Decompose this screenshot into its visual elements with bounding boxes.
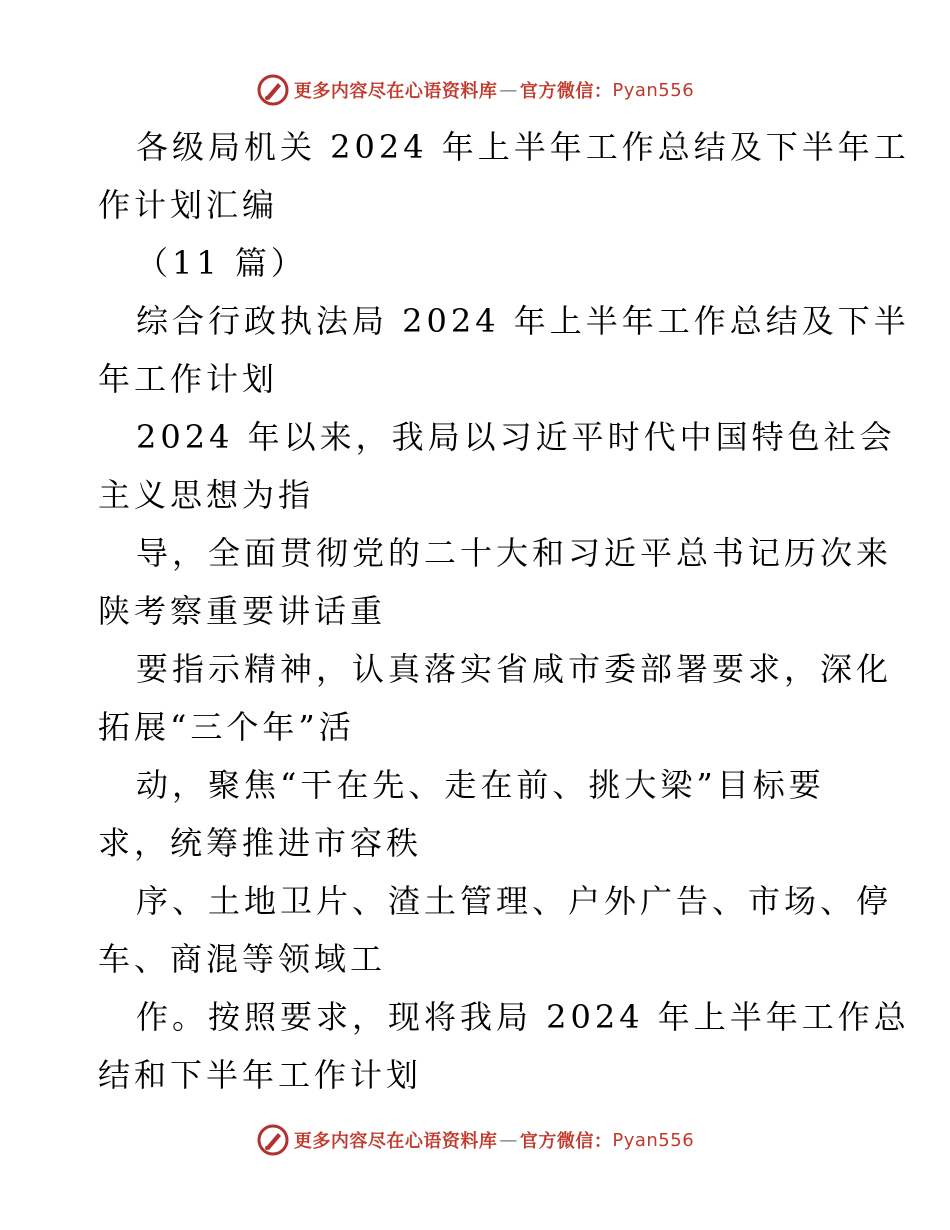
paragraph-line: 求，统筹推进市容秩 <box>98 824 423 862</box>
watermark-wechat-id: Pyan556 <box>612 79 695 101</box>
footer-watermark <box>0 1120 950 1160</box>
paragraph-line: 结和下半年工作计划 <box>98 1056 423 1094</box>
watermark-dash: — <box>499 1129 518 1151</box>
paragraph-line: 动，聚焦“干在先、走在前、挑大梁”目标要 <box>136 766 825 804</box>
pen-nib-logo-icon <box>256 1123 290 1157</box>
paragraph-line: 序、土地卫片、渣土管理、户外广告、市场、停 <box>136 882 893 920</box>
watermark-text: 更多内容尽在心语资料库 <box>293 81 498 102</box>
paragraph-line: 要指示精神，认真落实省咸市委部署要求，深化 <box>136 650 893 688</box>
section-title-line-1: 综合行政执法局 2024 年上半年工作总结及下半 <box>136 302 910 340</box>
paragraph-line: 陕考察重要讲话重 <box>98 592 387 630</box>
paragraph-line: 导，全面贯彻党的二十大和习近平总书记历次来 <box>136 534 893 572</box>
paragraph-line: 车、商混等领域工 <box>98 940 387 978</box>
doc-title-line-1: 各级局机关 2024 年上半年工作总结及下半年工 <box>136 128 910 166</box>
watermark-wechat-id: Pyan556 <box>612 1129 695 1151</box>
doc-count-line: （11 篇） <box>136 244 307 282</box>
watermark-text: 更多内容尽在心语资料库 <box>293 1131 498 1152</box>
watermark-dash: — <box>499 79 518 101</box>
paragraph-line: 拓展“三个年”活 <box>98 708 355 746</box>
paragraph-line: 2024 年以来，我局以习近平时代中国特色社会 <box>136 418 896 456</box>
doc-title-line-2: 作计划汇编 <box>98 186 279 224</box>
pen-nib-logo-icon <box>256 73 290 107</box>
document-body <box>98 118 910 1104</box>
paragraph-line: 主义思想为指 <box>98 476 315 514</box>
paragraph-line: 作。按照要求，现将我局 2024 年上半年工作总 <box>136 998 910 1036</box>
watermark-wechat-label: 官方微信： <box>519 81 613 102</box>
section-title-line-2: 年工作计划 <box>98 360 279 398</box>
watermark-wechat-label: 官方微信： <box>519 1131 613 1152</box>
header-watermark <box>0 70 950 110</box>
